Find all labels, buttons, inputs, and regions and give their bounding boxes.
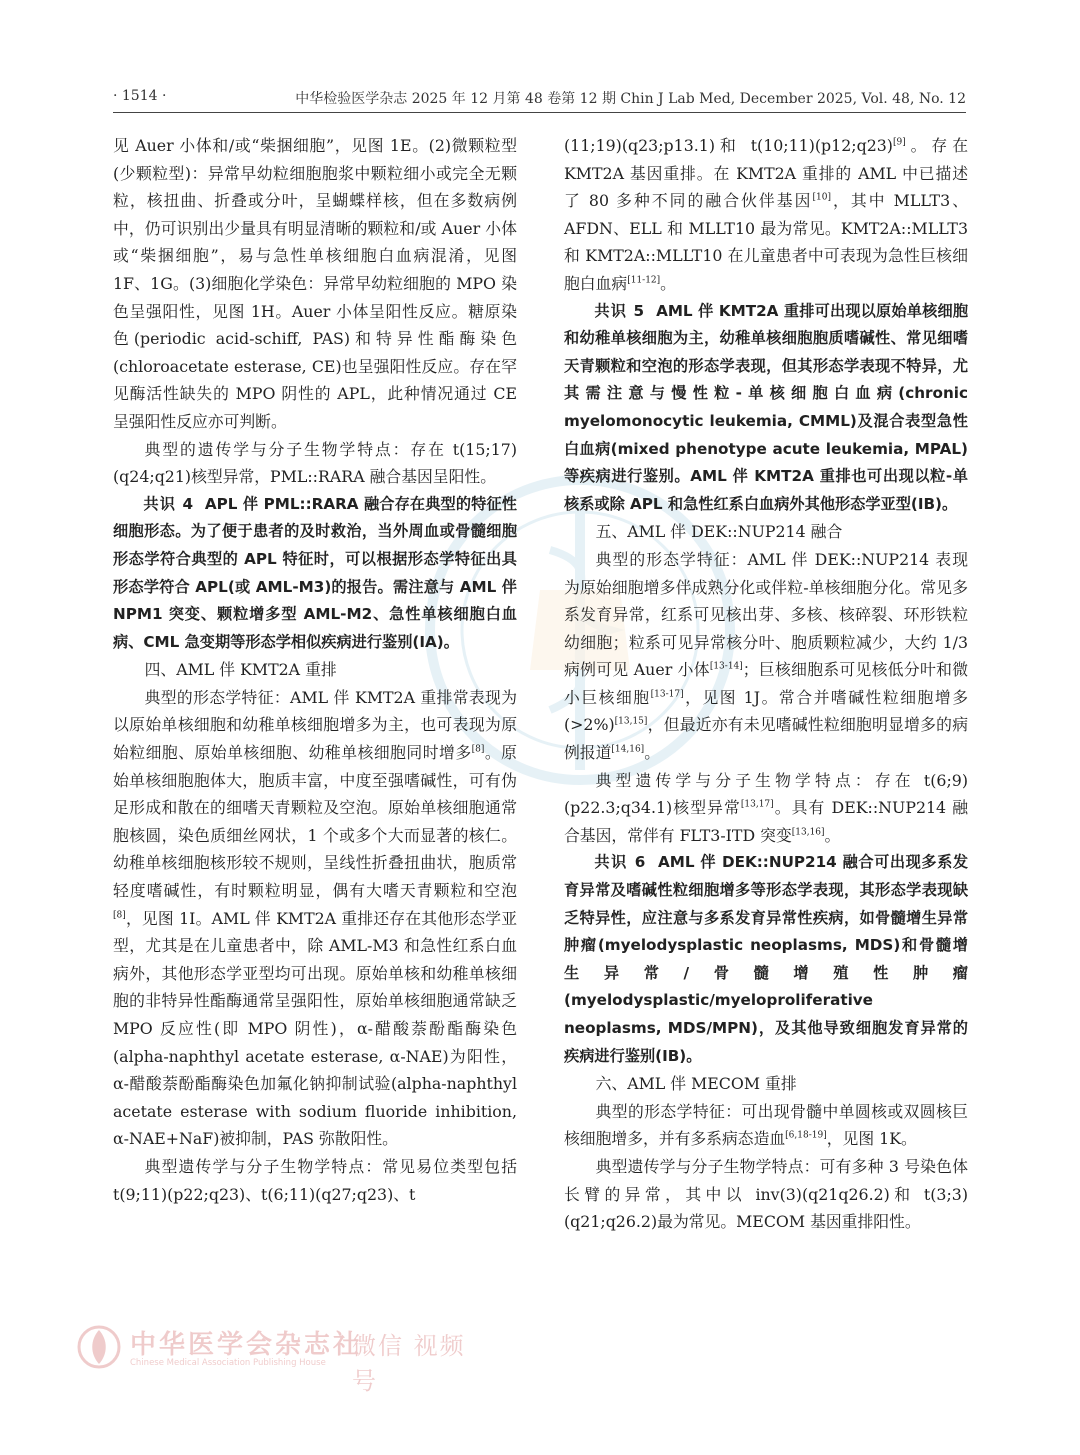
citation: [13,16] [791, 827, 825, 838]
citation: [10] [812, 192, 831, 203]
journal-citation: 中华检验医学杂志 2025 年 12 月第 48 卷第 12 期 Chin J Lab Med, December 2025, Vol. 48, No. 12 [295, 91, 966, 107]
left-column [113, 132, 517, 1362]
text-run: 典型的形态学特征：可出现骨髓中单圆核或双圆核巨核细胞增多，并有多系病态造血 [564, 1101, 968, 1149]
consensus-5 [564, 298, 968, 519]
consensus-text: AML 伴 KMT2A 重排可出现以原始单核细胞和幼稚单核细胞为主，幼稚单核细胞胞质嗜碱性、常见细嗜天青颗粒和空泡的形态学表现，但其形态学表现不特异，尤其需注意与慢性粒-单核细胞白血病(chronic myelomonocytic leukemia, CMML)及混合表型急性白血病(mixed phenotype acute leukemia, MPAL)等疾病进行鉴别。AML 伴 KMT2A 重排也可出现以粒-单核系或除 APL 和急性红系白血病外其他形态学亚型(ⅠB)。 [564, 301, 969, 513]
page-header [113, 86, 966, 112]
text-run: 。原始单核细胞胞体大，胞质丰富，中度至强嗜碱性，可有伪足形成和散在的细嗜天青颗粒及空泡。原始单核细胞通常胞核圆，染色质细丝网状，1 个或多个大而显著的核仁。幼稚单核细胞核形较不规则，呈线性折叠扭曲状，胞质常轻度嗜碱性，有时颗粒明显，偶有大嗜天青颗粒和空泡 [113, 743, 517, 901]
text-run: 。 [660, 273, 676, 293]
body-paragraph: 典型的遗传学与分子生物学特点：存在 t(15;17)(q24;q21)核型异常，PML::RARA 融合基因呈阳性。 [113, 439, 517, 487]
body-paragraph [564, 132, 968, 298]
text-run: 典型的形态学特征：AML 伴 KMT2A 重排常表现为以原始单核细胞和幼稚单核细胞增多为主，也可表现为原始粒细胞、原始单核细胞、幼稚单核细胞同时增多 [113, 687, 517, 763]
body-paragraph: 典型遗传学与分子生物学特点：常见易位类型包括 t(9;11)(p22;q23)、t(6;11)(q27;q23)、t [113, 1156, 517, 1204]
consensus-6 [564, 849, 968, 1070]
section-heading: 五、AML 伴 DEK::NUP214 融合 [595, 522, 843, 542]
page-number: · 1514 · [113, 88, 167, 104]
citation: [13-17] [650, 689, 684, 700]
body-paragraph [564, 546, 968, 767]
citation: [13,15] [614, 717, 648, 728]
text-run: 。 [644, 743, 661, 763]
text-run: ，其中 MLLT3、AFDN、ELL 和 MLLT10 最为常见。KMT2A::MLLT3 和 KMT2A::MLLT10 在儿童患者中可表现为急性巨核细胞白血病 [564, 191, 968, 293]
text-run: 。 [824, 825, 841, 845]
text-run: ，但最近亦有未见嗜碱性粒细胞明显增多的病例报道 [564, 715, 968, 763]
consensus-label: 共识 4 [143, 494, 195, 513]
text-run: ，见图 1K。 [826, 1129, 917, 1149]
consensus-label: 共识 5 [594, 301, 646, 320]
body-paragraph: 见 Auer 小体和/或“柴捆细胞”，见图 1E。(2)微颗粒型(少颗粒型)：异常早幼粒细胞胞浆中颗粒细小或完全无颗粒，核扭曲、折叠或分叶，呈蝴蝶样核，但在多数病例中，仍可识别出少量具有明显清晰的颗粒和/或 Auer 小体或“柴捆细胞”，易与急性单核细胞白血病混淆，见图 1F、1G。(3)细胞化学染色：异常早幼粒细胞的 MPO 染色呈强阳性，见图 1H。Auer 小体呈阳性反应。糖原染色(periodic acid-schiff, PAS)和特异性酯酶染色(chloroacetate esterase, CE)也呈强阳性反应。存在罕见酶活性缺失的 MPO 阴性的 APL，此种情况通过 CE 呈强阳性反应亦可判断。 [113, 136, 517, 431]
citation: [13,17] [740, 799, 774, 810]
text-run: 典型的形态学特征：AML 伴 DEK::NUP214 表现为原始细胞增多伴成熟分化或伴粒-单核细胞分化。常见多系发育异常，红系可见核出芽、多核、核碎裂、环形铁粒幼细胞；粒系可见异常核分叶、胞质颗粒减少，大约 1/3 病例可见 Auer 小体 [564, 549, 968, 680]
text-run: ，见图 1J。常合并嗜碱性粒细胞增多(>2%) [564, 687, 968, 735]
consensus-text: AML 伴 DEK::NUP214 融合可出现多系发育异常及嗜碱性粒细胞增多等形态学表现，其形态学表现缺乏特异性，应注意与多系发育异常性疾病，如骨髓增生异常肿瘤(myelodysplastic neoplasms, MDS)和骨髓增生异常/骨髓增殖性肿瘤(myelodysplastic/myeloproliferative neoplasms, MDS/MPN)，及其他导致细胞发育异常的疾病进行鉴别(ⅠB)。 [564, 853, 969, 1065]
body-paragraph [113, 684, 517, 1153]
citation: [13-14] [709, 662, 743, 673]
text-run: 典型遗传学与分子生物学特点：存在 t(6;9)(p22.3;q34.1)核型异常 [564, 770, 968, 818]
citation: [9] [892, 137, 906, 148]
consensus-text: APL 伴 PML::RARA 融合存在典型的特征性细胞形态。为了便于患者的及时救治，当外周血或骨髓细胞形态学符合典型的 APL 特征时，可以根据形态学特征出具形态学符合 APL(或 AML-M3)的报告。需注意与 AML 伴 NPM1 突变、颗粒增多型 AML-M2、急性单核细胞白血病、CML 急变期等形态学相似疾病进行鉴别(ⅠA)。 [113, 494, 517, 651]
citation: [8] [471, 744, 485, 755]
consensus-label: 共识 6 [594, 853, 647, 872]
citation: [14,16] [611, 744, 645, 755]
publisher-watermark [70, 1318, 490, 1395]
publisher-account: 微信 视频号 [352, 1332, 466, 1395]
body-paragraph [564, 767, 968, 850]
citation: [8] [113, 910, 126, 921]
text-run: ，见图 1I。AML 伴 KMT2A 重排还存在其他形态学亚型，尤其是在儿童患者中，除 AML-M3 和急性红系白血病外，其他形态学亚型均可出现。原始单核和幼稚单核细胞的非特异性酯酶通常呈强阳性，原始单核细胞通常缺乏 MPO 反应性(即 MPO 阴性)，α-醋酸萘酚酯酶染色(alpha-naphthyl acetate esterase, α-NAE)为阳性，α-醋酸萘酚酯酶染色加氟化钠抑制试验(alpha-naphthyl acetate esterase with sodium fluoride inhibition, α-NAE+NaF)被抑制，PAS 弥散阳性。 [113, 908, 517, 1149]
section-heading: 六、AML 伴 MECOM 重排 [595, 1074, 797, 1094]
citation: [11-12] [627, 275, 661, 286]
right-column [564, 132, 968, 1362]
publisher-name: 中华医学会杂志社 [130, 1330, 363, 1360]
text-run: 。存在 KMT2A 基因重排。在 KMT2A 重排的 AML 中已描述了 80 多种不同的融合伙伴基因 [564, 136, 968, 211]
text-run: ；巨核细胞系可见核低分叶和微小巨核细胞 [564, 660, 968, 707]
text-run: 。具有 DEK::NUP214 融合基因，常伴有 FLT3-ITD 突变 [564, 798, 969, 845]
body-paragraph [564, 1098, 968, 1153]
citation: [6,18-19] [785, 1131, 827, 1142]
body-paragraph: 典型遗传学与分子生物学特点：可有多种 3 号染色体长臂的异常，其中以 inv(3)(q21q26.2)和 t(3;3)(q21;q26.2)最为常见。MECOM 基因重排阳性。 [564, 1156, 968, 1232]
publisher-name-en: Chinese Medical Association Publishing House [130, 1358, 326, 1368]
consensus-4 [113, 491, 517, 657]
header-rule [113, 112, 966, 113]
text-run: (11;19)(q23;p13.1)和 t(10;11)(p12;q23) [564, 136, 893, 155]
publisher-logo-icon [74, 1322, 124, 1372]
section-heading: 四、AML 伴 KMT2A 重排 [144, 660, 337, 680]
